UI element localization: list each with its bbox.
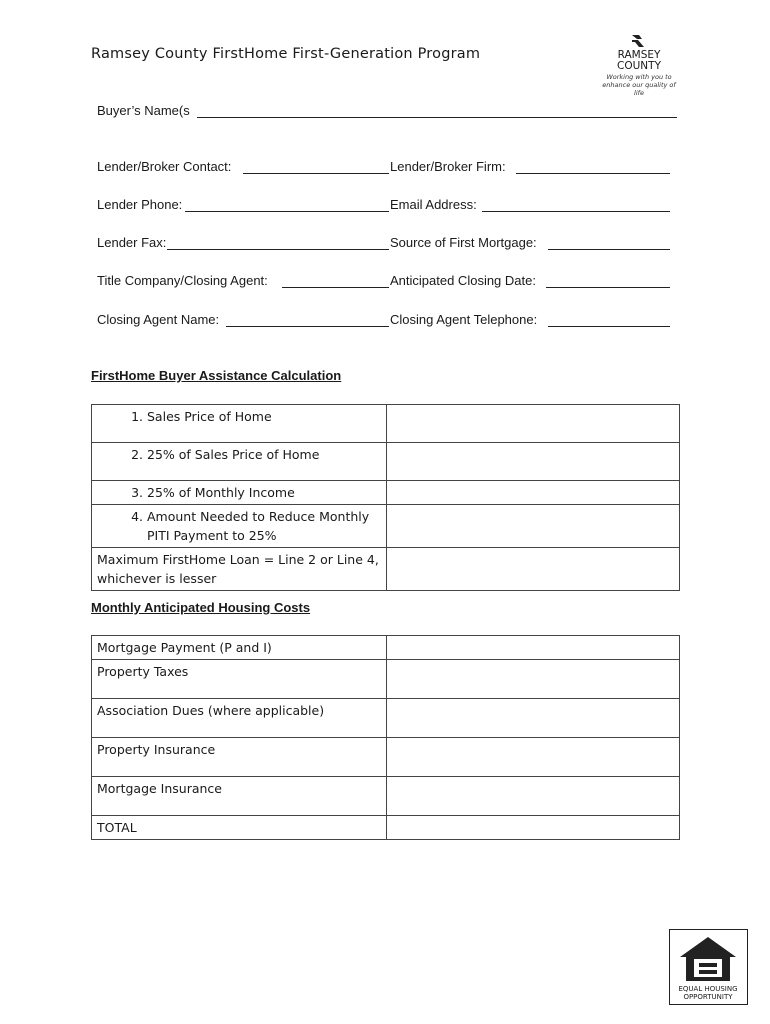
row-number: 1. — [131, 409, 143, 424]
table-row — [92, 505, 680, 548]
buyer-name-field[interactable] — [197, 117, 677, 118]
row-label: 25% of Monthly Income — [147, 485, 295, 500]
closing-agent-name-label: Closing Agent Name: — [97, 312, 220, 327]
table-row — [92, 481, 680, 505]
lender-fax-label: Lender Fax: — [97, 235, 167, 250]
source-first-mortgage-field[interactable] — [548, 249, 670, 250]
calc-table — [91, 404, 680, 591]
row-label: 25% of Sales Price of Home — [147, 447, 320, 462]
buyer-name-label: Buyer’s Name(s — [97, 103, 190, 118]
cost-label: TOTAL — [92, 816, 387, 840]
row-label: Amount Needed to Reduce Monthly PITI Payment to 25% — [147, 509, 370, 543]
county-logo-icon — [630, 34, 646, 48]
table-row — [92, 660, 680, 699]
cost-label: Property Taxes — [92, 660, 387, 699]
email-address-label: Email Address: — [390, 197, 477, 212]
closing-agent-telephone-label: Closing Agent Telephone: — [390, 312, 538, 327]
house-icon — [678, 935, 738, 983]
row-number: 3. — [131, 485, 143, 500]
table-row — [92, 636, 680, 660]
sales-price-25pct-input[interactable] — [387, 443, 680, 481]
logo-tagline: Working with you to enhance our quality of life — [602, 73, 676, 97]
equal-housing-logo — [669, 929, 748, 1005]
email-address-field[interactable] — [482, 211, 670, 212]
lender-contact-label: Lender/Broker Contact: — [97, 159, 232, 174]
eho-text-line2: OPPORTUNITY — [683, 993, 733, 1001]
row-label: Sales Price of Home — [147, 409, 272, 424]
association-dues-input[interactable] — [387, 699, 680, 738]
anticipated-closing-date-field[interactable] — [546, 287, 670, 288]
sales-price-input[interactable] — [387, 405, 680, 443]
source-first-mortgage-label: Source of First Mortgage: — [390, 235, 537, 250]
title-company-label: Title Company/Closing Agent: — [97, 273, 268, 288]
costs-table — [91, 635, 680, 840]
lender-firm-label: Lender/Broker Firm: — [390, 159, 506, 174]
lender-phone-label: Lender Phone: — [97, 197, 183, 212]
cost-label: Association Dues (where applicable) — [92, 699, 387, 738]
row-number: 4. — [131, 509, 143, 524]
property-taxes-input[interactable] — [387, 660, 680, 699]
lender-firm-field[interactable] — [516, 173, 670, 174]
table-row — [92, 699, 680, 738]
costs-section-title: Monthly Anticipated Housing Costs — [91, 600, 311, 615]
cost-label: Mortgage Insurance — [92, 777, 387, 816]
lender-contact-field[interactable] — [243, 173, 389, 174]
property-insurance-input[interactable] — [387, 738, 680, 777]
title-company-field[interactable] — [282, 287, 389, 288]
monthly-income-25pct-input[interactable] — [387, 481, 680, 505]
logo-text-county: COUNTY — [617, 60, 661, 72]
table-row — [92, 816, 680, 840]
lender-fax-field[interactable] — [167, 249, 389, 250]
document-title: Ramsey County FirstHome First-Generation Program — [91, 46, 481, 62]
table-row — [92, 738, 680, 777]
max-loan-label: Maximum FirstHome Loan = Line 2 or Line 4, whichever is lesser — [92, 548, 387, 591]
table-row — [92, 548, 680, 591]
total-input[interactable] — [387, 816, 680, 840]
closing-agent-name-field[interactable] — [226, 326, 389, 327]
max-loan-input[interactable] — [387, 548, 680, 591]
table-row — [92, 405, 680, 443]
lender-phone-field[interactable] — [185, 211, 389, 212]
row-number: 2. — [131, 447, 143, 462]
mortgage-insurance-input[interactable] — [387, 777, 680, 816]
eho-text-line1: EQUAL HOUSING — [678, 985, 738, 993]
closing-agent-telephone-field[interactable] — [548, 326, 670, 327]
ramsey-county-logo — [598, 34, 680, 97]
calc-section-title: FirstHome Buyer Assistance Calculation — [91, 368, 342, 383]
anticipated-closing-date-label: Anticipated Closing Date: — [390, 273, 536, 288]
table-row — [92, 443, 680, 481]
mortgage-payment-input[interactable] — [387, 636, 680, 660]
cost-label: Property Insurance — [92, 738, 387, 777]
cost-label: Mortgage Payment (P and I) — [92, 636, 387, 660]
amount-reduce-piti-input[interactable] — [387, 505, 680, 548]
logo-text-ramsey: RAMSEY — [617, 49, 661, 61]
table-row — [92, 777, 680, 816]
